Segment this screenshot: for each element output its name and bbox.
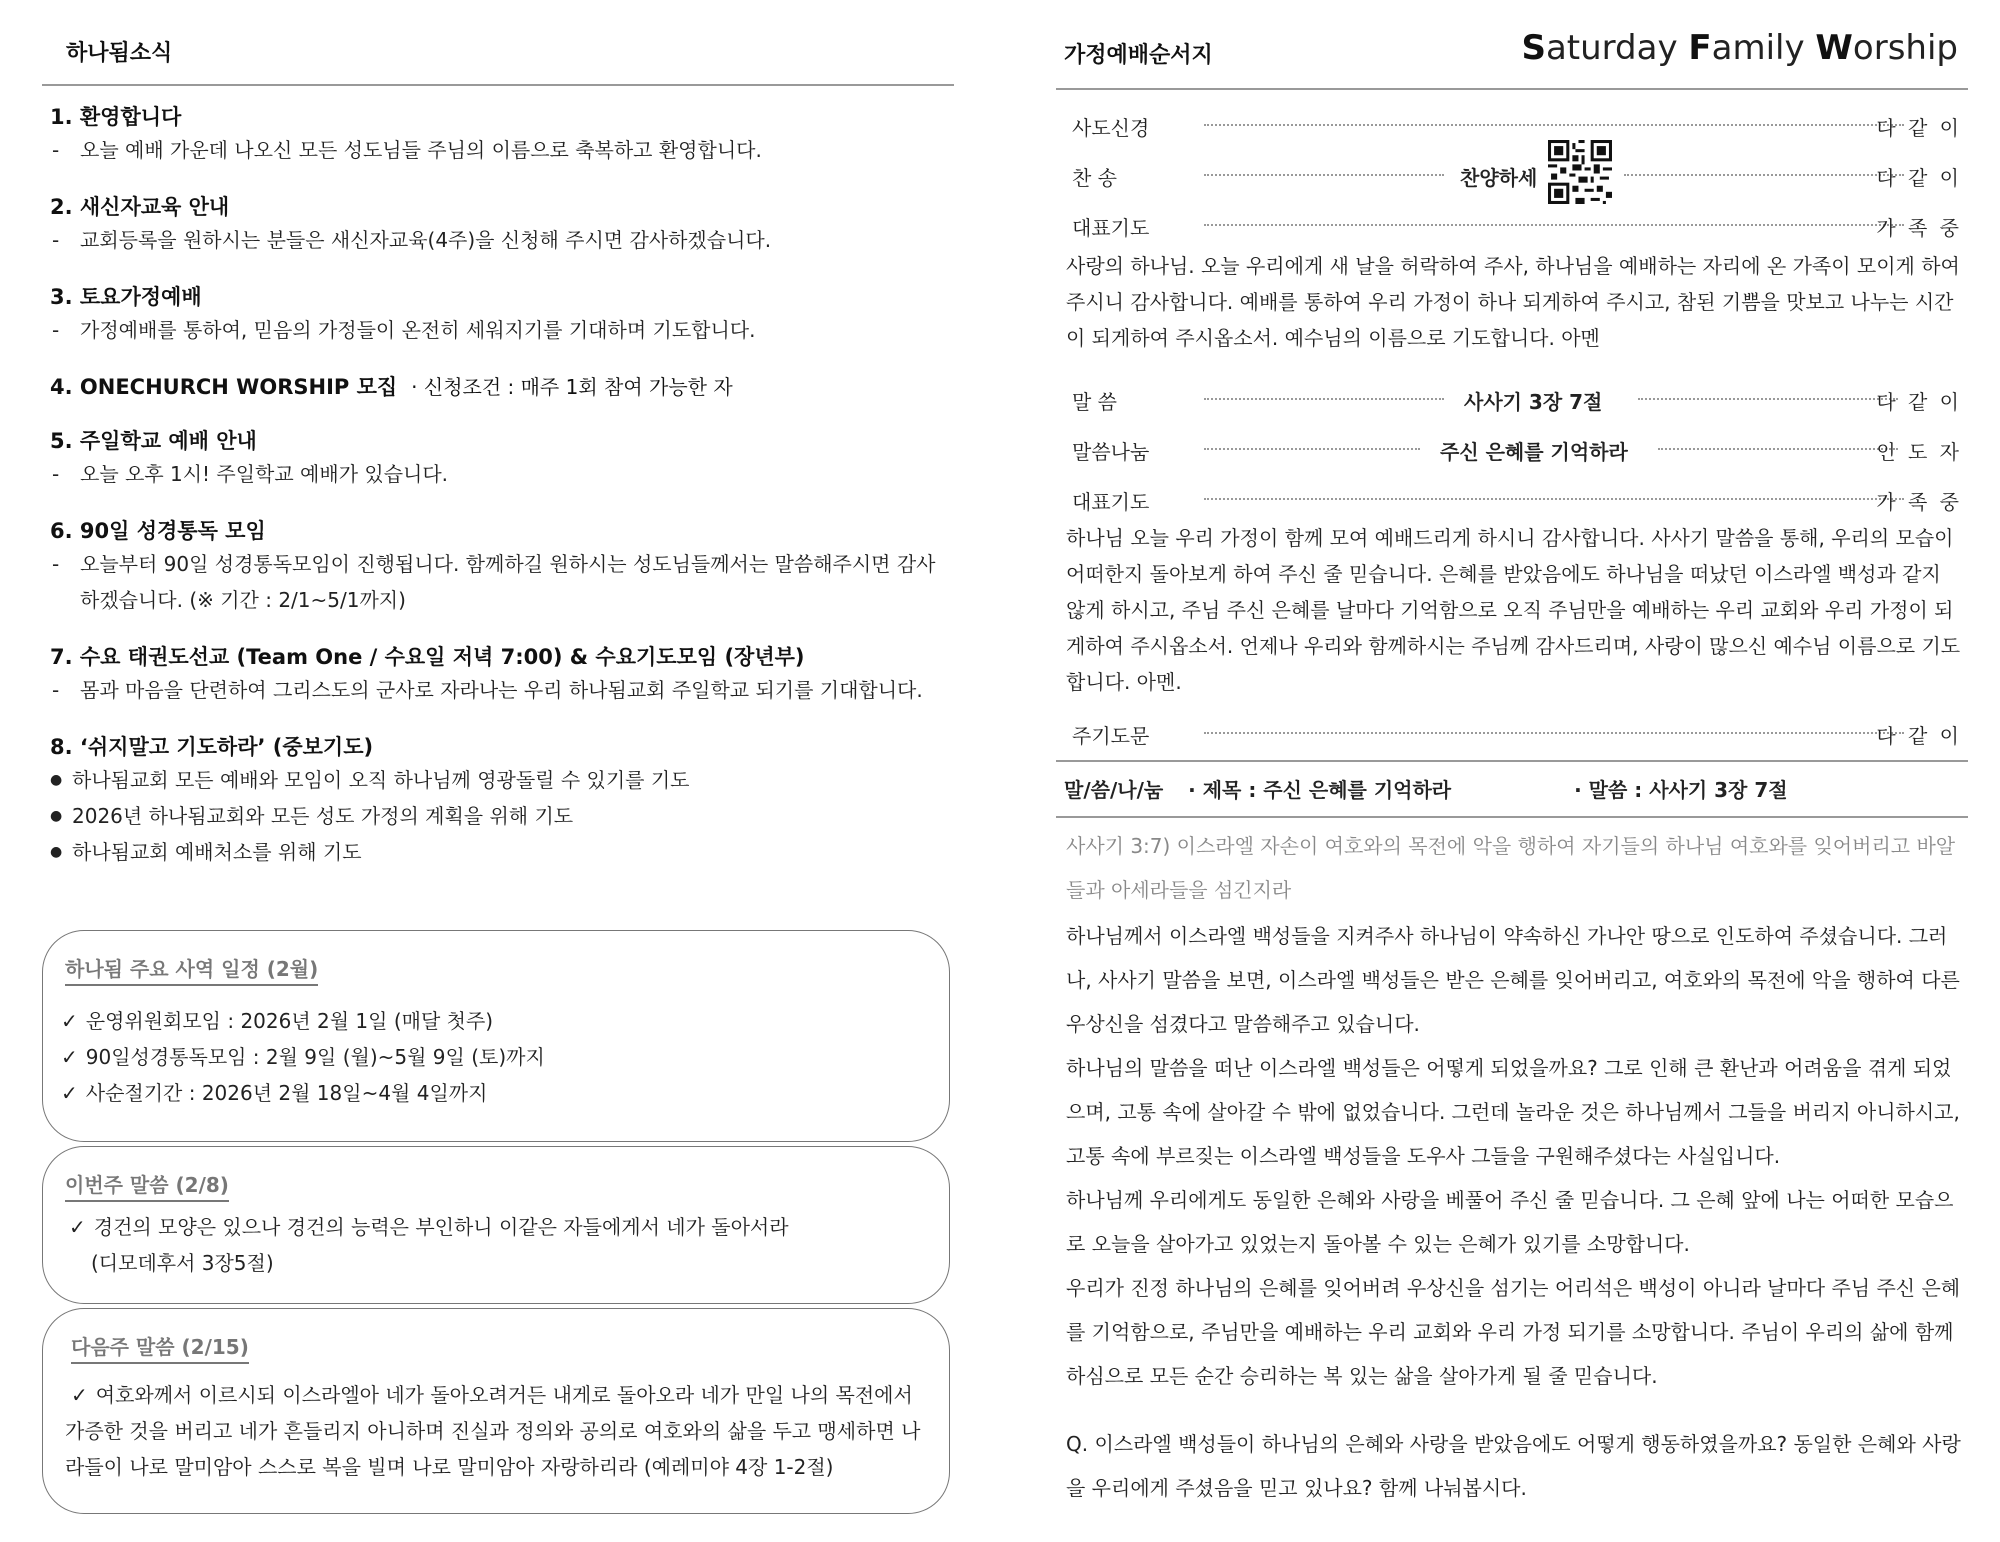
- summary-divider-top: [1056, 760, 1968, 762]
- next-week-verse-box: [42, 1308, 950, 1514]
- summary-scripture: · 말씀 : 사사기 3장 7절: [1574, 778, 1788, 802]
- summary-title: · 제목 : 주신 은혜를 기억하라: [1188, 778, 1452, 802]
- schedule-item: ✓ 운영위원회모임 : 2026년 2월 1일 (매달 첫주): [61, 1009, 494, 1033]
- sermon-body: [1066, 914, 1962, 1398]
- news-item-6: [50, 516, 950, 618]
- bullet-icon: ●: [50, 844, 63, 860]
- news-item-heading: 6. 90일 성경통독 모임: [50, 519, 266, 543]
- order-row-hymn: 찬 송 찬양하세 다 같 이: [1072, 166, 1962, 190]
- this-week-verse: ✓ 경건의 모양은 있으나 경건의 능력은 부인하니 이같은 자들에게서 네가 돌아서라: [69, 1215, 789, 1239]
- summary-divider-bottom: [1056, 816, 1968, 818]
- this-week-ref: (디모데후서 3장5절): [91, 1251, 274, 1275]
- dotted-leader: [1204, 224, 1904, 226]
- closing-prayer: 하나님 오늘 우리 가정이 함께 모여 예배드리게 하시니 감사합니다. 사사기 말씀을 통해, 우리의 모습이 어떠한지 돌아보게 하여 주신 줄 믿습니다. 은혜를 받았음에도 하나님을 떠났던 이스라엘 백성과 같지 않게 하시고, 주님 주신 은혜를 날마다 기억함으로 오직 주님만을 예배하는 우리 교회와 우리 가정이 되게하여 주시옵소서. 언제나 우리와 함께하시는 주님께 감사드리며, 사랑이 많으신 예수님 이름으로 기도합니다. 아멘.: [1066, 526, 1961, 694]
- prayer-bullet: ● 하나됨교회 모든 예배와 모임이 오직 하나님께 영광돌릴 수 있기를 기도: [50, 762, 950, 798]
- news-item-line: - 가정예배를 통하여, 믿음의 가정들이 온전히 세워지기를 기대하며 기도합니다.: [50, 312, 950, 348]
- sermon-paragraph: 우리가 진정 하나님의 은혜를 잊어버려 우상신을 섬기는 어리석은 백성이 아니라 날마다 주님 주신 은혜를 기억함으로, 주님만을 예배하는 우리 교회와 우리 가정 되기를 소망합니다. 주님이 우리의 삶에 함께 하심으로 모든 순간 승리하는 복 있는 삶을 살아가게 될 줄 믿습니다.: [1066, 1276, 1961, 1388]
- order-row-word: 말 씀 사사기 3장 7절 다 같 이: [1072, 390, 1962, 414]
- order-row-prayer: 대표기도 가 족 중: [1072, 216, 1962, 240]
- news-item-line: - 몸과 마음을 단련하여 그리스도의 군사로 자라나는 우리 하나됨교회 주일학교 되기를 기대합니다.: [50, 672, 950, 708]
- right-page: [1000, 0, 2000, 1542]
- news-item-heading: 3. 토요가정예배: [50, 285, 202, 309]
- opening-prayer: 사랑의 하나님. 오늘 우리에게 새 날을 허락하여 주사, 하나님을 예배하는 자리에 온 가족이 모이게 하여 주시니 감사합니다. 예배를 통하여 우리 가정이 하나 되게하여 주시고, 참된 기쁨을 맛보고 나누는 시간이 되게하여 주시옵소서. 예수님의 이름으로 기도합니다. 아멘: [1066, 254, 1960, 350]
- sermon-paragraph: 하나님의 말씀을 떠난 이스라엘 백성들은 어떻게 되었을까요? 그로 인해 큰 환난과 어려움을 겪게 되었으며, 고통 속에 살아갈 수 밖에 없었습니다. 그런데 놀라운 것은 하나님께서 그들을 버리지 아니하시고, 고통 속에 부르짖는 이스라엘 백성들을 도우사 그들을 구원해주셨다는 사실입니다.: [1066, 1056, 1960, 1168]
- news-divider: [42, 84, 954, 86]
- news-item-1: [50, 102, 950, 168]
- news-item-heading: 7. 수요 태권도선교 (Team One / 수요일 저녁 7:00) & 수요기도모임 (장년부): [50, 645, 805, 669]
- discussion-question: Q. 이스라엘 백성들이 하나님의 은혜와 사랑을 받았음에도 어떻게 행동하였을까요? 동일한 은혜와 사랑을 우리에게 주셨음을 믿고 있나요? 함께 나눠봅시다.: [1066, 1432, 1961, 1500]
- dash-icon: -: [52, 678, 60, 702]
- bullet-icon: ●: [50, 808, 63, 824]
- scripture-verse: 사사기 3:7) 이스라엘 자손이 여호와의 목전에 악을 행하여 자기들의 하나님 여호와를 잊어버리고 바알들과 아세라들을 섬긴지라: [1066, 834, 1956, 902]
- news-item-line: - 오늘 오후 1시! 주일학교 예배가 있습니다.: [50, 456, 950, 492]
- sermon-paragraph: 하나님께서 이스라엘 백성들을 지켜주사 하나님이 약속하신 가나안 땅으로 인도하여 주셨습니다. 그러나, 사사기 말씀을 보면, 이스라엘 백성들은 받은 은혜를 잊어버리고, 여호와의 목전에 악을 행하여 다른 우상신을 섬겼다고 말씀해주고 있습니다.: [1066, 924, 1960, 1036]
- qr-code-icon: [1548, 140, 1612, 204]
- dash-icon: -: [52, 138, 60, 162]
- order-row-lords-prayer: 주기도문 다 같 이: [1072, 724, 1962, 748]
- summary-tag: 말/씀/나/눔: [1064, 778, 1164, 802]
- check-icon: ✓: [61, 1081, 78, 1105]
- schedule-item: ✓ 사순절기간 : 2026년 2월 18일~4월 4일까지: [61, 1081, 488, 1105]
- news-item-line: - 오늘 예배 가운데 나오신 모든 성도님들 주님의 이름으로 축복하고 환영합니다.: [50, 132, 950, 168]
- news-item-heading: 1. 환영합니다: [50, 105, 182, 129]
- news-item-2: [50, 192, 950, 258]
- dotted-leader: [1658, 448, 1898, 450]
- news-item-heading: 5. 주일학교 예배 안내: [50, 429, 257, 453]
- dotted-leader: [1204, 124, 1904, 126]
- bullet-icon: ●: [50, 772, 63, 788]
- news-item-8: [50, 732, 950, 870]
- schedule-title: 하나됨 주요 사역 일정 (2월): [65, 953, 318, 986]
- prayer-bullet: ● 하나됨교회 예배처소를 위해 기도: [50, 834, 950, 870]
- news-item-line: - 교회등록을 원하시는 분들은 새신자교육(4주)을 신청해 주시면 감사하겠습니다.: [50, 222, 950, 258]
- order-title: 가정예배순서지: [1064, 43, 1213, 68]
- order-row-sharing: 말씀나눔 주신 은혜를 기억하라 인 도 자: [1072, 440, 1962, 464]
- dotted-leader: [1624, 174, 1904, 176]
- check-icon: ✓: [61, 1045, 78, 1069]
- brand-title: Saturday Family Worship: [1521, 28, 1958, 68]
- news-item-heading: 8. ‘쉬지말고 기도하라’ (중보기도): [50, 735, 374, 759]
- schedule-item: ✓ 90일성경통독모임 : 2월 9일 (월)~5월 9일 (토)까지: [61, 1045, 545, 1069]
- dash-icon: -: [52, 552, 60, 576]
- dash-icon: -: [52, 228, 60, 252]
- check-icon: ✓: [69, 1215, 86, 1239]
- dotted-leader: [1204, 398, 1444, 400]
- next-week-title: 다음주 말씀 (2/15): [71, 1331, 249, 1364]
- news-item-4: [50, 372, 950, 402]
- sermon-summary-bar: [1064, 774, 1788, 803]
- news-item-3: [50, 282, 950, 348]
- dash-icon: -: [52, 462, 60, 486]
- news-item-heading: 2. 새신자교육 안내: [50, 195, 230, 219]
- schedule-box: [42, 930, 950, 1142]
- dotted-leader: [1204, 448, 1420, 450]
- news-item-line: - 오늘부터 90일 성경통독모임이 진행됩니다. 함께하길 원하시는 성도님들께서는 말씀해주시면 감사하겠습니다. (※ 기간 : 2/1~5/1까지): [50, 546, 950, 618]
- news-item-extra: · 신청조건 : 매주 1회 참여 가능한 자: [411, 375, 733, 399]
- check-icon: ✓: [61, 1009, 78, 1033]
- prayer-bullet: ● 2026년 하나됨교회와 모든 성도 가정의 계획을 위해 기도: [50, 798, 950, 834]
- dotted-leader: [1204, 732, 1904, 734]
- news-title: 하나됨소식: [66, 41, 173, 66]
- news-item-5: [50, 426, 950, 492]
- dash-icon: -: [52, 318, 60, 342]
- this-week-title: 이번주 말씀 (2/8): [65, 1169, 229, 1202]
- check-icon: ✓: [71, 1383, 88, 1407]
- news-item-7: [50, 642, 950, 708]
- dotted-leader: [1204, 174, 1444, 176]
- news-item-heading: 4. ONECHURCH WORSHIP 모집 · 신청조건 : 매주 1회 참여 가능한 자: [50, 375, 733, 399]
- this-week-verse-box: [42, 1146, 950, 1304]
- order-row-creed: 사도신경 다 같 이: [1072, 116, 1962, 140]
- order-row-prayer-2: 대표기도 가 족 중: [1072, 490, 1962, 514]
- order-divider: [1056, 88, 1968, 90]
- dotted-leader: [1638, 398, 1898, 400]
- next-week-verse: ✓ 여호와께서 이르시되 이스라엘아 네가 돌아오려거든 내게로 돌아오라 네가 만일 나의 목전에서 가증한 것을 버리고 네가 흔들리지 아니하며 진실과 정의와 공의로 여호와의 삶을 두고 맹세하면 나라들이 나로 말미암아 스스로 복을 빌며 나로 말미암아 자랑하리라 (예레미야 4장 1-2절): [65, 1383, 921, 1479]
- sermon-paragraph: 하나님께 우리에게도 동일한 은혜와 사랑을 베풀어 주신 줄 믿습니다. 그 은혜 앞에 나는 어떠한 모습으로 오늘을 살아가고 있었는지 돌아볼 수 있는 은혜가 있기를 소망합니다.: [1066, 1188, 1954, 1256]
- dotted-leader: [1204, 498, 1904, 500]
